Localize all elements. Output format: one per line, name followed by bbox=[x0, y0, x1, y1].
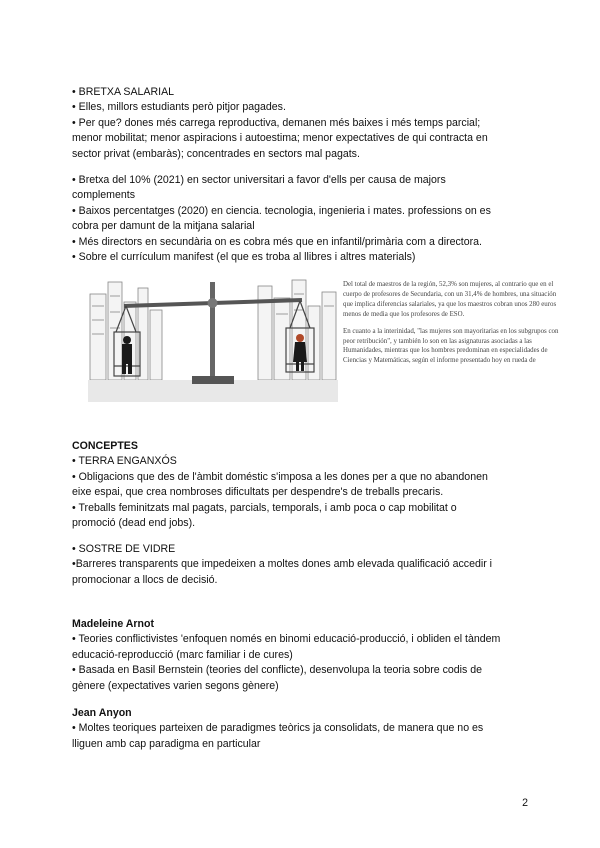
scale-base bbox=[192, 376, 234, 384]
text-line: • Baixos percentatges (2020) en ciencia. tecnologia, ingenieria i mates. professions on es bbox=[72, 204, 491, 217]
text-line: promocionar a llocs de decisió. bbox=[72, 573, 218, 586]
text-line: complements bbox=[72, 189, 135, 202]
text-line: • Per que? dones més carrega reproductiva, demanen més baixes i més temps parcial; bbox=[72, 116, 481, 129]
text-line: • Obligacions que des de l'àmbit doméstic s'imposa a les dones per a que no abandonen bbox=[72, 470, 488, 483]
page-number: 2 bbox=[522, 797, 528, 809]
text-line: cobra per damunt de la mitjana salarial bbox=[72, 220, 255, 233]
text-line: menor mobilitat; menor aspiracions i autoestima; menor expectatives de qui contracta en bbox=[72, 132, 488, 145]
text-line: • TERRA ENGANXÓS bbox=[72, 455, 177, 468]
section-heading: Jean Anyon bbox=[72, 707, 132, 719]
illustration-figure bbox=[88, 276, 563, 402]
text-line: • Elles, millors estudiants però pitjor pagades. bbox=[72, 101, 286, 114]
scale-pivot bbox=[208, 298, 218, 308]
text-line: • BRETXA SALARIAL bbox=[72, 86, 175, 98]
text-line: lliguen amb cap paradigma en particular bbox=[72, 737, 261, 750]
section-heading: CONCEPTES bbox=[72, 440, 138, 452]
text-line: • Moltes teoriques parteixen de paradigmes teòrics ja consolidats, de manera que no es bbox=[72, 722, 484, 735]
text-line: promoció (dead end jobs). bbox=[72, 517, 196, 530]
anyon-section bbox=[72, 706, 532, 752]
news-paragraph: En cuanto a la interinidad, "las mujeres son mayoritarias en los subgrupos con peor retribución", y también lo son en las asignaturas asociadas a las Humanidades, mientras que los hombres predominan en especialidades de Ciencias y Matemáticas, según el informe presentado hoy en rueda de bbox=[343, 327, 559, 365]
text-line: eixe espai, que crea nombroses dificultats per despendre's de treballs precaris. bbox=[72, 486, 444, 499]
text-line: educació-reproducció (marc familiar i de cures) bbox=[72, 648, 293, 661]
text-line: • Basada en Basil Bernstein (teories del conflicte), desenvolupa la teoria sobre codis de bbox=[72, 664, 483, 677]
scale-post bbox=[210, 282, 215, 380]
text-line: • Bretxa del 10% (2021) en sector universitari a favor d'ells per causa de majors bbox=[72, 174, 446, 186]
text-line: • Sobre el currículum manifest (el que es troba al llibres i altres materials) bbox=[72, 251, 416, 264]
text-line: sector privat (embaràs); concentrades en sectors mal pagats. bbox=[72, 147, 360, 160]
text-line: gènere (expectatives varien segons gènere) bbox=[72, 679, 279, 692]
arnot-section bbox=[72, 617, 532, 694]
news-paragraph: Del total de maestros de la región, 52,3% son mujeres, al contrario que en el cuerpo de profesores de Secundaria, con un 31,4% de hombres, una situación que implica diferencias salariales, ya que los maestros cobran unos 280 euros menos de media que los profesores de ESO. bbox=[343, 281, 557, 318]
text-line: •Barreres transparents que impedeixen a moltes dones amb elevada qualificació accedir i bbox=[72, 558, 493, 571]
salary-gap-section bbox=[72, 85, 532, 162]
section-heading: Madeleine Arnot bbox=[72, 618, 155, 630]
text-line: • Més directors en secundària on es cobra més que en infantil/primària com a directora. bbox=[72, 235, 482, 248]
scale-illustration bbox=[88, 276, 338, 402]
newspaper-clipping bbox=[343, 280, 561, 373]
glass-ceiling-section bbox=[72, 542, 532, 588]
text-line: • Treballs feminitzats mal pagats, parcials, temporals, i amb poca o cap mobilitat o bbox=[72, 501, 457, 514]
concepts-section bbox=[72, 439, 532, 531]
text-line: • SOSTRE DE VIDRE bbox=[72, 543, 176, 555]
text-line: • Teories conflictivistes 'enfoquen només en binomi educació-producció, i obliden el tàndem bbox=[72, 633, 501, 646]
salary-gap-details bbox=[72, 173, 532, 265]
